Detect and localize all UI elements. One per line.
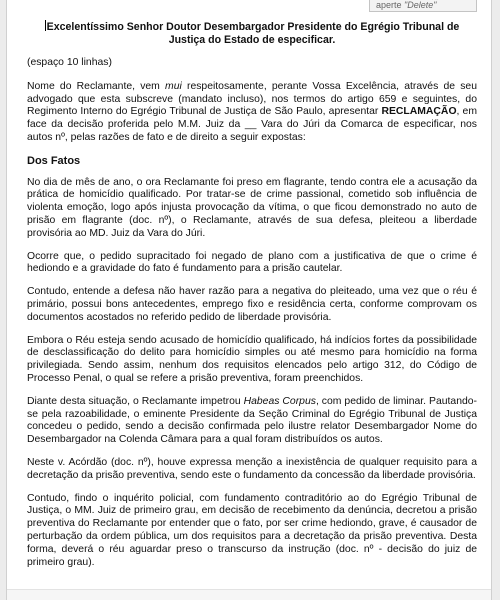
- paragraph-2: Ocorre que, o pedido supracitado foi negado de plano com a justificativa de que o crime é hediondo e a gravidade do fato é fundamento para a prisão cautelar.: [27, 250, 477, 275]
- habeas-paragraph: [27, 396, 477, 447]
- hint-prefix: aperte: [376, 0, 405, 10]
- document-body[interactable]: [27, 20, 477, 579]
- hint-key: "Delete": [404, 0, 437, 10]
- spacer-note: (espaço 10 linhas): [27, 57, 112, 68]
- document-title-text: Excelentíssimo Senhor Doutor Desembargador Presidente do Egrégio Tribunal de Justiça do Estado de especificar.: [46, 21, 460, 46]
- delete-hint-box: [369, 0, 477, 12]
- habeas-text-2: , com pedido de liminar. Pautando-se pela razoabilidade, o eminente Presidente da Seção Criminal do Egrégio Tribunal de Justiça concedeu o pedido, sendo a decisão confirmada pelo ilustre relator Desembargador Nome do Desembargador na Colenda Câmara para a qual foram distribuídos os autos.: [27, 395, 478, 446]
- paragraph-1: No dia de mês de ano, o ora Reclamante foi preso em flagrante, tendo contra ele a acusação da prática de homicídio qualificado. Por tratar-se de crime passional, cometido sob influência de violenta emoção, logo após injusta provocação da vítima, o que ficou demonstrado no auto de prisão em flagrante (doc. nº), o Reclamante, através de sua defesa, pleiteou a liberdade provisória ao MD. Juiz da Vara do Júri.: [27, 176, 477, 239]
- intro-text-2: respeitosamente, perante Vossa Excelência, através de seu advogado que esta subscreve (mandato incluso), nos termos do artigo 659 e seguintes, do Regimento Interno do Egrégio Tribunal de Justiça de São Paulo, apresentar: [27, 80, 477, 118]
- intro-reclamacao: RECLAMAÇÃO: [381, 106, 457, 118]
- page-bottom-edge: [7, 589, 491, 600]
- paragraph-7: Contudo, findo o inquérito policial, com fundamento contraditório ao do Egrégio Tribunal de Justiça, o MM. Juiz de primeiro grau, em decisão de recebimento da denúncia, decretou a prisão preventiva do Reclamante por entender que o fato, por ser crime hediondo, grave, é causador de perturbação da ordem pública, um dos requisitos para a decretação da prisão preventiva. Desta forma, deverá o réu aguardar preso o transcurso da instrução (doc. nº - decisão do juiz de primeiro grau).: [27, 492, 477, 568]
- text-cursor: [45, 20, 46, 31]
- intro-text-1: Nome do Reclamante, vem: [27, 80, 166, 92]
- paragraph-4: Embora o Réu esteja sendo acusado de homicídio qualificado, há indícios fortes da possibilidade de desclassificação do delito para homicídio simples ou até mesmo para homicídio na forma privilegiada. Sendo assim, nenhum dos requisitos elencados pelo artigo 312, do Código de Processo Penal, o qual se refere a prisão preventiva, foram preenchidos.: [27, 334, 477, 384]
- intro-text-3: , em face da decisão proferida pelo M.M. Juiz da __ Vara do Júri da Comarca de especificar, nos autos nº, pelas razões de fato e de direito a seguir expostas:: [27, 106, 477, 143]
- habeas-text-1: Diante desta situação, o Reclamante impetrou: [27, 395, 244, 407]
- document-title: [27, 20, 477, 47]
- section-title-fatos: Dos Fatos: [27, 154, 81, 167]
- habeas-corpus: Habeas Corpus: [243, 395, 316, 407]
- paragraph-3: Contudo, entende a defesa não haver razão para a negativa do pleiteado, uma vez que o réu é primário, possui bons antecedentes, emprego fixo e residência certa, conforme comprovam os documentos acostados no referido pedido de liberdade provisória.: [27, 286, 477, 323]
- document-page: [6, 0, 492, 600]
- intro-mui: mui: [165, 80, 182, 92]
- paragraph-6: Neste v. Acórdão (doc. nº), houve expressa menção a inexistência de qualquer requisito para a decretação da prisão preventiva, sendo este o fundamento da concessão da liberdade provisória.: [27, 456, 477, 481]
- intro-paragraph: [27, 81, 477, 145]
